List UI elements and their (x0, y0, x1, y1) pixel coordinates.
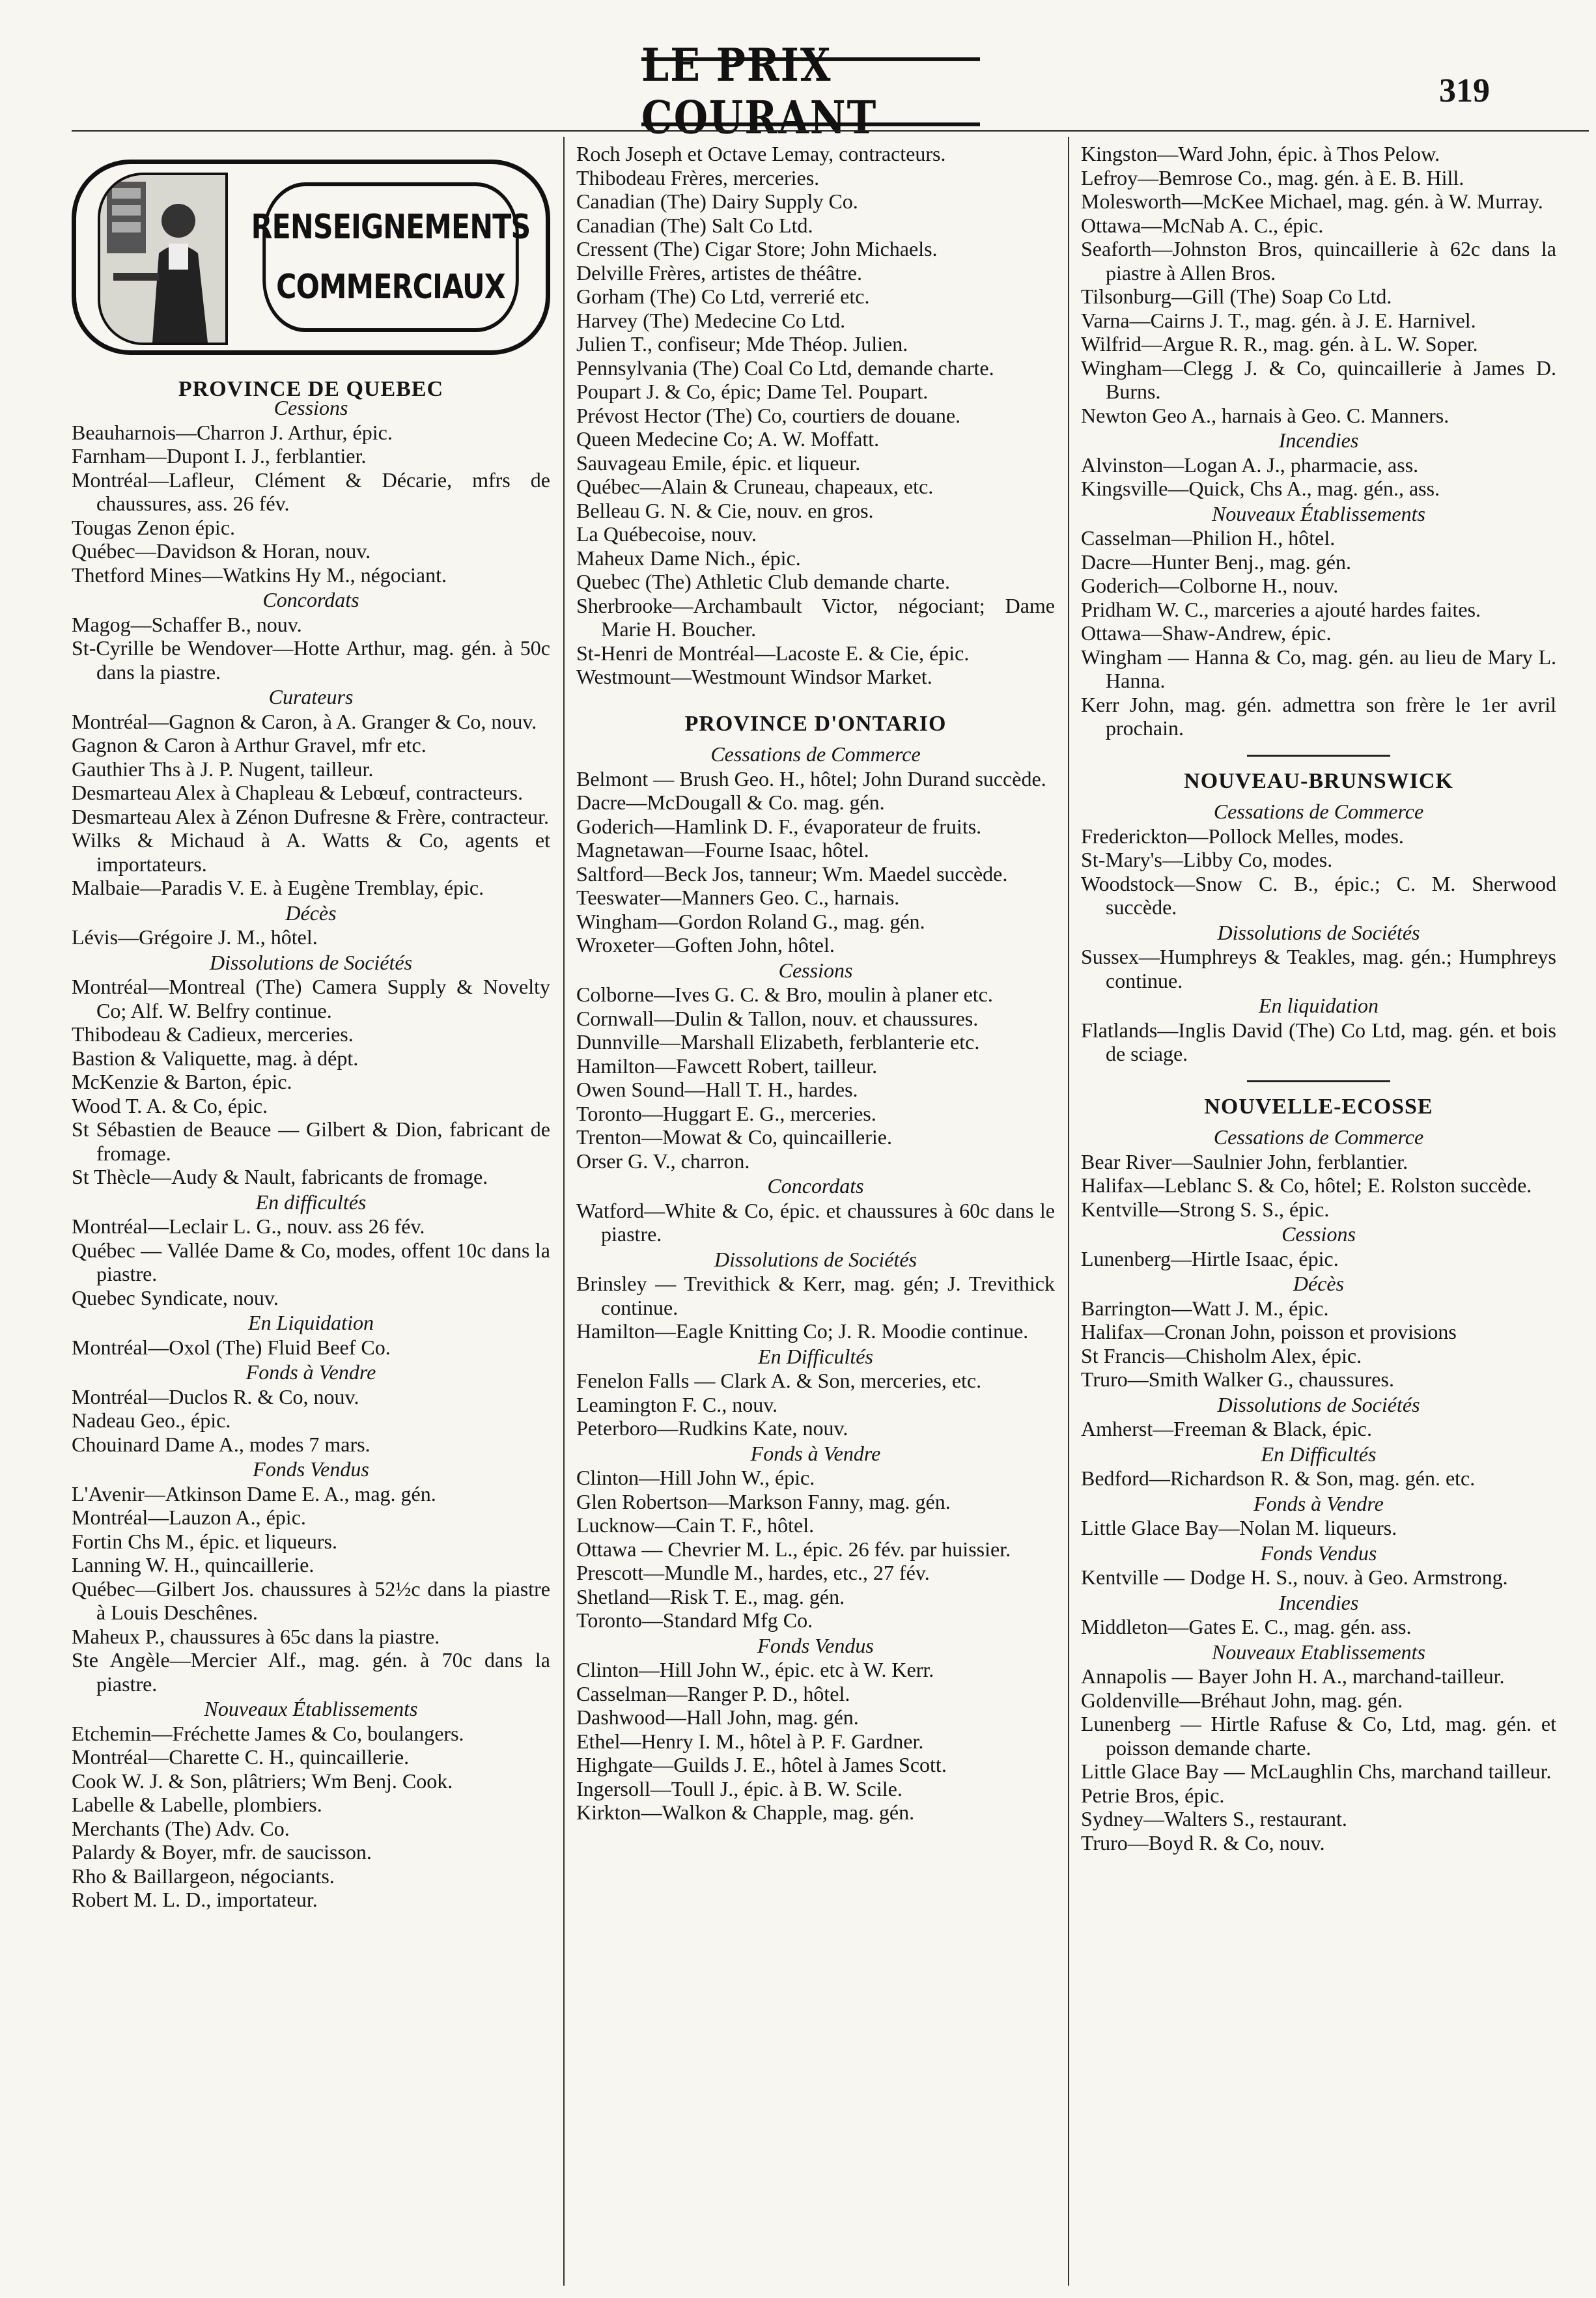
listing-entry: Halifax—Cronan John, poisson et provisions (1081, 1320, 1457, 1343)
listing-entry: Bear River—Saulnier John, ferblantier. (1081, 1149, 1408, 1173)
listing-entry: Glen Robertson—Markson Fanny, mag. gén. (576, 1489, 951, 1513)
listing-entry: Palardy & Boyer, mfr. de saucisson. (72, 1840, 372, 1864)
listing-entry: Dashwood—Hall John, mag. gén. (576, 1705, 859, 1729)
listing-entry: Magnetawan—Fourne Isaac, hôtel. (576, 838, 869, 862)
listing-entry: Cressent (The) Cigar Store; John Michaels. (576, 237, 938, 260)
listing-entry: Colborne—Ives G. C. & Bro, moulin à planer etc. (576, 983, 993, 1006)
listing-entry: Bedford—Richardson R. & Son, mag. gén. etc. (1081, 1466, 1476, 1490)
listing-entry: Montréal—Charette C. H., quincaillerie. (72, 1745, 410, 1769)
column-1 (72, 143, 550, 1912)
section-subheading: Cessions (273, 396, 348, 419)
listing-entry: Gagnon & Caron à Arthur Gravel, mfr etc. (72, 733, 427, 757)
listing-entry: Lévis—Grégoire J. M., hôtel. (72, 925, 318, 949)
listing-entry: Montréal—Duclos R. & Co, nouv. (72, 1384, 359, 1408)
listing-entry: Rho & Baillargeon, négociants. (72, 1864, 335, 1888)
ontario-sections-continued (1081, 428, 1556, 740)
listing-entry: Owen Sound—Hall T. H., hardes. (576, 1078, 858, 1101)
listing-entry: Merchants (The) Adv. Co. (72, 1816, 290, 1840)
listing-entry: Highgate—Guilds J. E., hôtel à James Scott. (576, 1753, 947, 1776)
listing-entry: Wingham—Gordon Roland G., mag. gén. (576, 909, 925, 933)
listing-entry: Magog—Schaffer B., nouv. (72, 612, 302, 636)
listing-entry: Hamilton—Eagle Knitting Co; J. R. Moodie continue. (576, 1319, 1029, 1343)
section-subheading: Fonds Vendus (253, 1457, 369, 1481)
listing-entry: Dacre—Hunter Benj., mag. gén. (1081, 550, 1351, 574)
section-subheading: En Liquidation (248, 1311, 374, 1334)
listing-entry: Newton Geo A., harnais à Geo. C. Manners. (1081, 403, 1449, 427)
listing-entry: Amherst—Freeman & Black, épic. (1081, 1417, 1372, 1440)
page-number: 319 (1439, 72, 1490, 109)
listing-entry: Roch Joseph et Octave Lemay, contracteurs. (576, 142, 946, 165)
listing-entry: Poupart J. & Co, épic; Dame Tel. Poupart. (576, 380, 929, 403)
listing-entry: Truro—Smith Walker G., chaussures. (1081, 1367, 1394, 1391)
listing-entry: Tougas Zenon épic. (72, 515, 236, 539)
listing-entry: Sherbrooke—Archambault Victor, négociant; Dame Marie H. Boucher. (576, 593, 1055, 641)
listing-entry: Wood T. A. & Co, épic. (72, 1093, 268, 1117)
section-subheading: Cessations de Commerce (1213, 800, 1424, 823)
quebec-sections (72, 396, 550, 1912)
section-banner (72, 143, 550, 401)
listing-entry: Malbaie—Paradis V. E. à Eugène Tremblay, épic. (72, 876, 484, 899)
listing-entry: Québec—Alain & Cruneau, chapeaux, etc. (576, 475, 934, 498)
listing-entry: Seaforth—Johnston Bros, quincaillerie à 62c dans la piastre à Allen Bros. (1081, 237, 1556, 285)
section-rule (1247, 1080, 1390, 1082)
banner-line-2: COMMERCIAUX (276, 268, 505, 307)
listing-entry: Wingham — Hanna & Co, mag. gén. au lieu de Mary L. Hanna. (1081, 645, 1556, 692)
column-divider (563, 137, 565, 2286)
listing-entry: Maheux Dame Nich., épic. (576, 546, 801, 570)
listing-entry: Dacre—McDougall & Co. mag. gén. (576, 791, 885, 814)
listing-entry: Little Glace Bay—Nolan M. liqueurs. (1081, 1516, 1397, 1539)
listing-entry: Brinsley — Trevithick & Kerr, mag. gén; J. Trevithick continue. (576, 1272, 1055, 1319)
listing-entry: Toronto—Standard Mfg Co. (576, 1608, 813, 1632)
listing-entry: Hamilton—Fawcett Robert, tailleur. (576, 1054, 878, 1078)
listing-entry: Quebec (The) Athletic Club demande charte. (576, 570, 950, 593)
listing-entry: Desmarteau Alex à Zénon Dufresne & Frère, contracteur. (72, 804, 550, 828)
banner-line-1: RENSEIGNEMENTS (251, 208, 531, 247)
listing-entry: Ste Angèle—Mercier Alf., mag. gén. à 70c dans la piastre. (72, 1648, 550, 1696)
section-subheading: En Difficultés (758, 1344, 873, 1368)
listing-entry: Canadian (The) Dairy Supply Co. (576, 189, 858, 213)
listing-entry: Goderich—Hamlink D. F., évaporateur de fruits. (576, 814, 982, 838)
section-subheading: Nouveaux Établissements (1212, 501, 1425, 525)
listing-entry: Belleau G. N. & Cie, nouv. en gros. (576, 498, 874, 522)
listing-entry: Varna—Cairns J. T., mag. gén. à J. E. Harnivel. (1081, 308, 1476, 332)
section-rule (1247, 755, 1390, 757)
listing-entry: Fortin Chs M., épic. et liqueurs. (72, 1529, 337, 1553)
province-heading: NOUVELLE-ECOSSE (1204, 1094, 1433, 1119)
listing-entry: Petrie Bros, épic. (1081, 1783, 1225, 1807)
section-subheading: Dissolutions de Sociétés (714, 1247, 917, 1271)
column-2 (576, 142, 1055, 1825)
ontario-sections (576, 742, 1055, 1825)
listing-entry: Nadeau Geo., épic. (72, 1408, 231, 1432)
listing-entry: St Sébastien de Beauce — Gilbert & Dion, fabricant de fromage. (72, 1117, 550, 1165)
section-subheading: Dissolutions de Sociétés (209, 950, 413, 974)
listing-entry: Ottawa—Shaw-Andrew, épic. (1081, 621, 1332, 645)
listing-entry: Halifax—Leblanc S. & Co, hôtel; E. Rolston succède. (1081, 1173, 1532, 1197)
listing-entry: Sussex—Humphreys & Teakles, mag. gén.; Humphreys continue. (1081, 945, 1556, 992)
province-heading: PROVINCE DE QUEBEC (178, 377, 444, 401)
listing-entry: Wroxeter—Goften John, hôtel. (576, 933, 835, 957)
section-subheading: En liquidation (1259, 994, 1379, 1017)
listing-entry: Montréal—Gagnon & Caron, à A. Granger & Co, nouv. (72, 709, 537, 733)
listing-entry: St-Henri de Montréal—Lacoste E. & Cie, épic. (576, 641, 970, 665)
masthead-logo: LE PRIX COURANT (641, 57, 980, 126)
section-subheading: Cessions (1281, 1222, 1356, 1246)
section-subheading: Fonds à Vendre (750, 1441, 881, 1465)
listing-entry: Québec—Davidson & Horan, nouv. (72, 539, 371, 563)
column-divider (1068, 137, 1069, 2286)
listing-entry: St-Cyrille be Wendover—Hotte Arthur, mag. gén. à 50c dans la piastre. (72, 636, 550, 684)
listing-entry: Trenton—Mowat & Co, quincaillerie. (576, 1125, 892, 1149)
listing-entry: Montréal—Montreal (The) Camera Supply & Novelty Co; Alf. W. Belfry continue. (72, 975, 550, 1022)
listing-entry: Bastion & Valiquette, mag. à dépt. (72, 1046, 359, 1070)
listing-entry: Tilsonburg—Gill (The) Soap Co Ltd. (1081, 285, 1392, 308)
listing-entry: Beauharnois—Charron J. Arthur, épic. (72, 420, 393, 444)
listing-entry: Leamington F. C., nouv. (576, 1392, 778, 1416)
listing-entry: Lefroy—Bemrose Co., mag. gén. à E. B. Hill. (1081, 165, 1464, 189)
section-subheading: En Difficultés (1261, 1442, 1377, 1466)
section-subheading: Concordats (767, 1174, 864, 1198)
column-3 (1081, 142, 1556, 1855)
listing-entry: Molesworth—McKee Michael, mag. gén. à W. Murray. (1081, 189, 1543, 213)
listing-entry: Ottawa—McNab A. C., épic. (1081, 213, 1324, 237)
listing-entry: Clinton—Hill John W., épic. etc à W. Kerr. (576, 1658, 934, 1681)
listing-entry: Farnham—Dupont I. J., ferblantier. (72, 444, 367, 468)
listing-entry: Gorham (The) Co Ltd, verrerié etc. (576, 285, 870, 308)
listing-entry: Truro—Boyd R. & Co, nouv. (1081, 1830, 1325, 1855)
page-header (0, 0, 1596, 145)
listing-entry: Belmont — Brush Geo. H., hôtel; John Durand succède. (576, 766, 1046, 791)
listing-entry: Thibodeau Frères, merceries. (576, 165, 820, 189)
listing-entry: Kirkton—Walkon & Chapple, mag. gén. (576, 1801, 915, 1824)
section-subheading: Cessations de Commerce (710, 742, 921, 766)
listing-entry: Montréal—Leclair L. G., nouv. ass 26 fév. (72, 1214, 425, 1238)
listing-entry: Julien T., confiseur; Mde Théop. Julien. (576, 332, 908, 356)
section-subheading: Dissolutions de Sociétés (1217, 920, 1420, 944)
listing-entry: Frederickton—Pollock Melles, modes. (1081, 824, 1404, 848)
listing-entry: Canadian (The) Salt Co Ltd. (576, 213, 813, 237)
section-subheading: Fonds à Vendre (245, 1360, 376, 1384)
listing-entry: Pridham W. C., marceries a ajouté hardes faites. (1081, 597, 1481, 621)
listing-entry: Montréal—Lafleur, Clément & Décarie, mfrs de chaussures, ass. 26 fév. (72, 468, 550, 515)
listing-entry: Québec — Vallée Dame & Co, modes, offent 10c dans la piastre. (72, 1238, 550, 1285)
listing-entry: Sauvageau Emile, épic. et liqueur. (576, 451, 861, 475)
new-brunswick-sections (1081, 800, 1556, 1066)
section-subheading: Curateurs (268, 685, 354, 708)
listing-entry: Saltford—Beck Jos, tanneur; Wm. Maedel succède. (576, 862, 1008, 886)
listing-entry: Montréal—Lauzon A., épic. (72, 1506, 306, 1529)
listing-entry: Ottawa — Chevrier M. L., épic. 26 fév. par huissier. (576, 1537, 1011, 1561)
listing-entry: Lucknow—Cain T. F., hôtel. (576, 1513, 815, 1537)
listing-entry: Etchemin—Fréchette James & Co, boulangers. (72, 1721, 464, 1745)
listing-entry: Kentville — Dodge H. S., nouv. à Geo. Armstrong. (1081, 1565, 1508, 1589)
listing-entry: Teeswater—Manners Geo. C., harnais. (576, 886, 900, 909)
nova-scotia-sections (1081, 1125, 1556, 1855)
section-subheading: Fonds Vendus (757, 1633, 874, 1657)
listing-entry: Shetland—Risk T. E., mag. gén. (576, 1584, 845, 1608)
listing-entry: Westmount—Westmount Windsor Market. (576, 665, 932, 688)
listing-entry: Barrington—Watt J. M., épic. (1081, 1296, 1329, 1320)
listing-entry: Cook W. J. & Son, plâtriers; Wm Benj. Cook. (72, 1769, 453, 1793)
listing-entry: Clinton—Hill John W., épic. (576, 1466, 815, 1489)
section-subheading: Incendies (1278, 428, 1359, 452)
listing-entry: Prescott—Mundle M., hardes, etc., 27 fév. (576, 1561, 930, 1584)
listing-entry: Toronto—Huggart E. G., merceries. (576, 1101, 876, 1125)
header-rule (72, 130, 1589, 132)
section-subheading: Cessions (778, 958, 853, 982)
listing-entry: St Francis—Chisholm Alex, épic. (1081, 1343, 1362, 1367)
listing-entry: Prévost Hector (The) Co, courtiers de douane. (576, 403, 961, 427)
listing-entry: Kingston—Ward John, épic. à Thos Pelow. (1081, 142, 1440, 165)
listing-entry: Little Glace Bay — McLaughlin Chs, marchand tailleur. (1081, 1759, 1552, 1783)
section-subheading: Nouveaux Etablissements (1212, 1640, 1425, 1664)
listing-entry: Alvinston—Logan A. J., pharmacie, ass. (1081, 453, 1419, 477)
listing-entry: Orser G. V., charron. (576, 1149, 750, 1173)
listing-entry: Thetford Mines—Watkins Hy M., négociant. (72, 563, 447, 587)
listing-entry: Lunenberg — Hirtle Rafuse & Co, Ltd, mag. gén. et poisson demande charte. (1081, 1712, 1556, 1759)
province-heading: PROVINCE D'ONTARIO (684, 711, 947, 736)
quebec-continued (576, 142, 1055, 689)
listing-entry: Lunenberg—Hirtle Isaac, épic. (1081, 1246, 1339, 1270)
listing-entry: L'Avenir—Atkinson Dame E. A., mag. gén. (72, 1481, 436, 1506)
listing-entry: Chouinard Dame A., modes 7 mars. (72, 1432, 371, 1456)
listing-entry: Québec—Gilbert Jos. chaussures à 52½c dans la piastre à Louis Deschênes. (72, 1576, 550, 1624)
section-subheading: Décès (285, 901, 337, 925)
listing-entry: Sydney—Walters S., restaurant. (1081, 1807, 1347, 1830)
listing-entry: Casselman—Philion H., hôtel. (1081, 526, 1336, 550)
listing-entry: Wingham—Clegg J. & Co, quincaillerie à James D. Burns. (1081, 356, 1556, 403)
listing-entry: Quebec Syndicate, nouv. (72, 1285, 279, 1310)
listing-entry: Watford—White & Co, épic. et chaussures à 60c dans le piastre. (576, 1198, 1055, 1246)
section-subheading: Fonds à Vendre (1253, 1491, 1384, 1515)
province-heading: NOUVEAU-BRUNSWICK (1184, 768, 1453, 793)
section-subheading: Décès (1293, 1272, 1345, 1295)
listing-entry: Dunnville—Marshall Elizabeth, ferblanterie etc. (576, 1030, 980, 1054)
listing-entry: Maheux P., chaussures à 65c dans la piastre. (72, 1624, 440, 1648)
listing-entry: Kentville—Strong S. S., épic. (1081, 1197, 1330, 1221)
clerk-illustration (98, 173, 228, 345)
listing-entry: Queen Medecine Co; A. W. Moffatt. (576, 427, 880, 451)
listing-entry: Middleton—Gates E. C., mag. gén. ass. (1081, 1615, 1412, 1638)
listing-entry: Annapolis — Bayer John H. A., marchand-tailleur. (1081, 1664, 1505, 1688)
listing-entry: Wilks & Michaud à A. Watts & Co, agents et importateurs. (72, 828, 550, 876)
section-subheading: Concordats (262, 588, 359, 611)
listing-entry: Kingsville—Quick, Chs A., mag. gén., ass. (1081, 477, 1440, 500)
section-subheading: Fonds Vendus (1260, 1541, 1377, 1565)
listing-entry: Peterboro—Rudkins Kate, nouv. (576, 1416, 848, 1440)
listing-entry: McKenzie & Barton, épic. (72, 1070, 292, 1093)
section-subheading: Cessations de Commerce (1213, 1125, 1424, 1149)
listing-entry: Goldenville—Bréhaut John, mag. gén. (1081, 1688, 1403, 1712)
listing-entry: Thibodeau & Cadieux, merceries. (72, 1022, 354, 1046)
listing-entry: Ethel—Henry I. M., hôtel à P. F. Gardner. (576, 1729, 924, 1753)
listing-entry: Delville Frères, artistes de théâtre. (576, 260, 862, 285)
listing-entry: Lanning W. H., quincaillerie. (72, 1553, 315, 1576)
listing-entry: Wilfrid—Argue R. R., mag. gén. à L. W. Soper. (1081, 332, 1478, 356)
section-subheading: En difficultés (255, 1190, 367, 1214)
listing-entry: Desmarteau Alex à Chapleau & Lebœuf, contracteurs. (72, 781, 524, 804)
listing-entry: Casselman—Ranger P. D., hôtel. (576, 1681, 850, 1705)
section-subheading: Dissolutions de Sociétés (1217, 1392, 1420, 1416)
listing-entry: Kerr John, mag. gén. admettra son frère le 1er avril prochain. (1081, 692, 1556, 740)
listing-entry: Labelle & Labelle, plombiers. (72, 1793, 322, 1816)
section-subheading: Nouveaux Établissements (204, 1697, 418, 1720)
listing-entry: Gauthier Ths à J. P. Nugent, tailleur. (72, 757, 374, 781)
listing-entry: Ingersoll—Toull J., épic. à B. W. Scile. (576, 1776, 903, 1801)
listing-entry: Harvey (The) Medecine Co Ltd. (576, 308, 846, 332)
listing-entry: Montréal—Oxol (The) Fluid Beef Co. (72, 1335, 391, 1359)
listing-entry: Woodstock—Snow C. B., épic.; C. M. Sherwood succède. (1081, 871, 1556, 919)
listing-entry: Goderich—Colborne H., nouv. (1081, 574, 1339, 597)
listing-entry: Robert M. L. D., importateur. (72, 1888, 318, 1911)
listing-entry: St-Mary's—Libby Co, modes. (1081, 848, 1333, 871)
listing-entry: La Québecoise, nouv. (576, 522, 757, 546)
section-subheading: Incendies (1278, 1590, 1359, 1614)
listing-entry: Flatlands—Inglis David (The) Co Ltd, mag. gén. et bois de sciage. (1081, 1018, 1556, 1065)
listing-entry: St Thècle—Audy & Nault, fabricants de fromage. (72, 1165, 488, 1188)
listing-entry: Fenelon Falls — Clark A. & Son, merceries, etc. (576, 1369, 982, 1392)
listing-entry: Cornwall—Dulin & Tallon, nouv. et chaussures. (576, 1006, 979, 1030)
banner-title (251, 182, 531, 332)
listing-entry: Pennsylvania (The) Coal Co Ltd, demande charte. (576, 356, 994, 380)
ontario-continued (1081, 142, 1556, 427)
